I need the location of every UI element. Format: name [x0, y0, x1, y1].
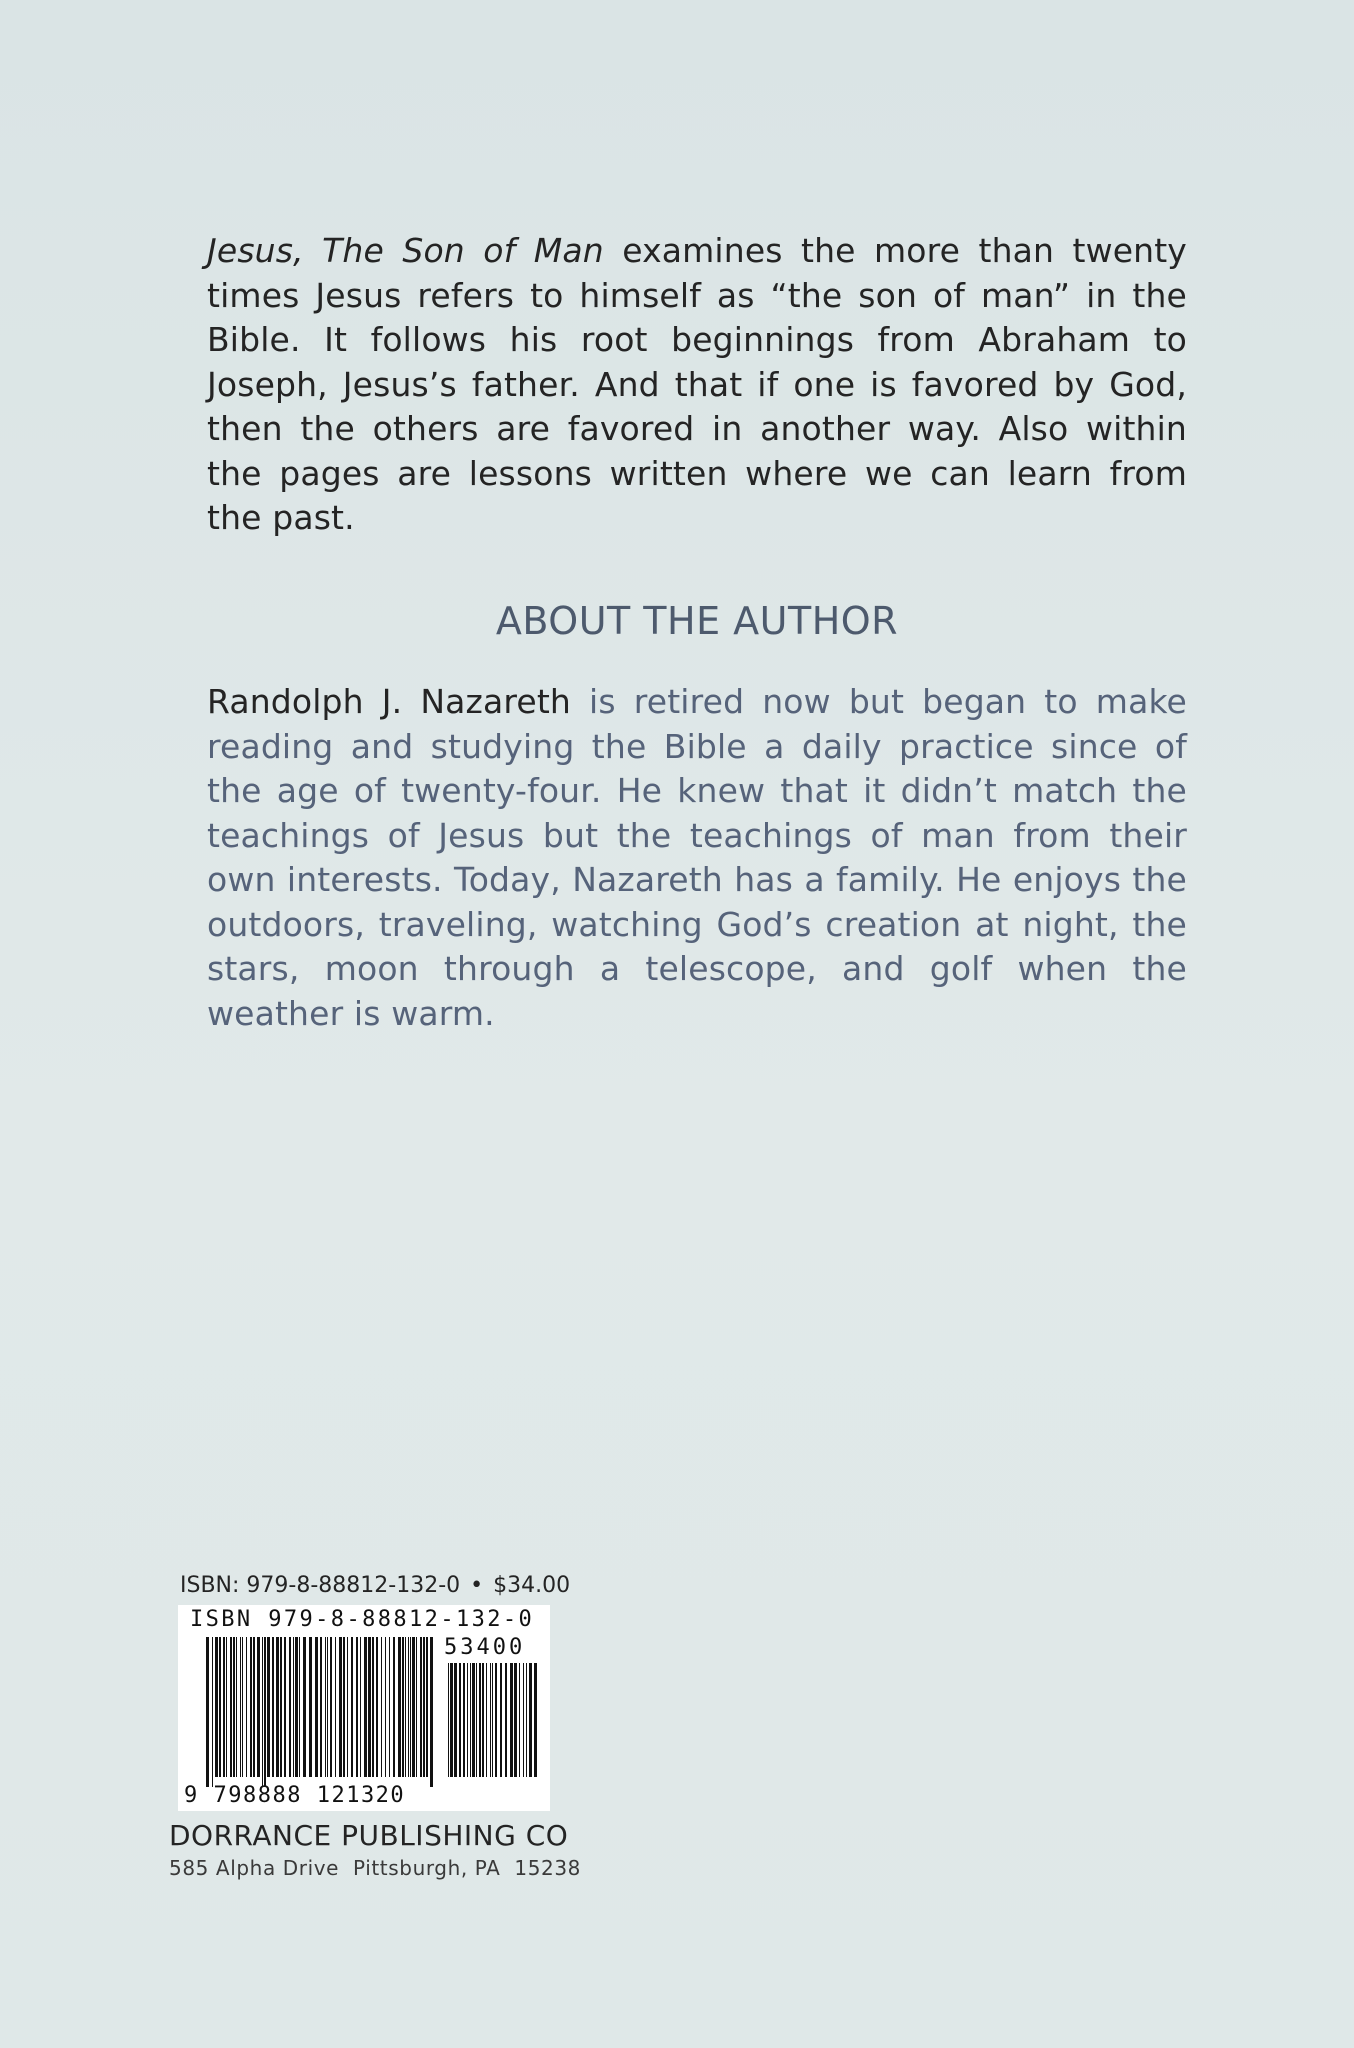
barcode-bar [364, 1637, 367, 1777]
barcode-bar [223, 1637, 225, 1777]
barcode-bar [327, 1637, 328, 1777]
barcode-bar [289, 1637, 291, 1777]
barcode-bar [309, 1637, 312, 1777]
barcode-bar [325, 1637, 326, 1777]
barcode-bar [295, 1637, 298, 1777]
barcode-bar [320, 1637, 322, 1777]
publisher-address: 585 Alpha Drive Pittsburgh, PA 15238 [169, 1856, 581, 1880]
barcode-bar [534, 1663, 537, 1777]
barcode-bar [368, 1637, 371, 1777]
barcode-bar [450, 1663, 453, 1777]
barcode-bar [293, 1637, 294, 1777]
barcode-bar [381, 1637, 382, 1777]
barcode-bar [430, 1637, 433, 1787]
barcode-addon-code: 53400 [444, 1635, 526, 1660]
barcode-bar [510, 1663, 513, 1777]
barcode-bar [257, 1637, 260, 1777]
author-name: Randolph J. Nazareth [207, 682, 571, 721]
barcode-bar [240, 1637, 241, 1777]
barcode-bar [347, 1637, 348, 1777]
barcode-bar [529, 1663, 532, 1777]
barcode-bar [264, 1637, 266, 1787]
author-bio [207, 680, 1187, 1036]
barcode-bar [230, 1637, 232, 1777]
barcode-bar [246, 1637, 247, 1777]
publisher-name: DORRANCE PUBLISHING CO [169, 1819, 569, 1852]
barcode-bar [514, 1663, 517, 1777]
barcode-bar [410, 1637, 411, 1777]
barcode-bar [262, 1637, 263, 1787]
barcode-bar [490, 1663, 491, 1777]
barcode-bar [519, 1663, 520, 1777]
barcode-bar [267, 1637, 270, 1777]
barcode-bar [351, 1637, 353, 1777]
barcode-bar [470, 1663, 471, 1777]
barcode-bar [356, 1637, 358, 1777]
about-the-author-heading: ABOUT THE AUTHOR [495, 599, 899, 643]
barcode [178, 1605, 550, 1811]
price-label: $34.00 [493, 1573, 571, 1598]
barcode-bar [276, 1637, 279, 1777]
barcode-bar [219, 1637, 221, 1777]
barcode-addon-bars [448, 1663, 540, 1787]
barcode-bar [335, 1637, 336, 1777]
barcode-bar [360, 1637, 361, 1777]
barcode-bar [412, 1637, 415, 1777]
separator-dot: • [470, 1573, 484, 1598]
barcode-bar [315, 1637, 318, 1777]
barcode-bar [389, 1637, 390, 1777]
barcode-bar [526, 1663, 527, 1777]
barcode-bar [330, 1637, 332, 1777]
barcode-digits: 9 798888 121320 [184, 1783, 406, 1808]
barcode-bar [284, 1637, 286, 1777]
barcode-bar [242, 1637, 243, 1777]
author-bio-text: is retired now but began to make reading and studying the Bible a daily practice since of the age of twenty-four. He knew that it didn’t match the teachings of Jesus but the teachings of man from their own interests. Today, Nazareth has a family. He enjoys the outdoors, traveling, watching God’s creation at night, the stars, moon through a telescope, and golf when the weather is warm. [207, 682, 1187, 1033]
barcode-bar [393, 1637, 395, 1777]
barcode-bar [467, 1663, 468, 1777]
barcode-bar [226, 1637, 227, 1777]
barcode-bar [408, 1637, 409, 1777]
barcode-bar [472, 1663, 475, 1777]
barcode-bar [233, 1637, 235, 1777]
barcode-bar [253, 1637, 255, 1777]
barcode-bar [405, 1637, 406, 1777]
barcode-bar [376, 1637, 378, 1777]
barcode-bar [426, 1637, 428, 1777]
barcode-bar [500, 1663, 502, 1777]
barcode-bar [215, 1637, 218, 1777]
barcode-main-bars [206, 1637, 436, 1787]
barcode-isbn-text: ISBN 979-8-88812-132-0 [190, 1607, 535, 1632]
barcode-bar [303, 1637, 306, 1777]
barcode-bar [486, 1663, 487, 1777]
isbn-price-line [180, 1571, 570, 1601]
barcode-bar [385, 1637, 386, 1777]
barcode-bar [523, 1663, 524, 1777]
barcode-bar [280, 1637, 282, 1777]
barcode-bar [423, 1637, 425, 1777]
book-title: Jesus, The Son of Man [207, 231, 604, 270]
barcode-bar [454, 1663, 457, 1777]
barcode-bar [236, 1637, 237, 1777]
barcode-bar [495, 1663, 497, 1777]
barcode-bar [479, 1663, 481, 1777]
barcode-bar [339, 1637, 342, 1777]
barcode-bar [448, 1663, 449, 1777]
isbn-label: ISBN: 979-8-88812-132-0 [180, 1573, 461, 1598]
barcode-bar [482, 1663, 484, 1777]
barcode-bar [402, 1637, 404, 1777]
barcode-bar [206, 1637, 209, 1787]
barcode-bar [459, 1663, 461, 1777]
barcode-bar [420, 1637, 422, 1777]
barcode-bar [272, 1637, 274, 1777]
book-description [207, 229, 1187, 541]
barcode-bar [505, 1663, 507, 1777]
barcode-bar [416, 1637, 417, 1777]
barcode-bar [212, 1637, 213, 1787]
barcode-bar [343, 1637, 345, 1777]
barcode-bar [372, 1637, 374, 1777]
barcode-bar [492, 1663, 493, 1777]
book-description-text: examines the more than twenty times Jesus refers to himself as “the son of man” in the Bible. It follows his root beginnings from Abraham to Joseph, Jesus’s father. And that if one is favored by God, then the others are favored in another way. Also within the pages are lessons written where we can learn from the past. [207, 231, 1187, 537]
barcode-bar [463, 1663, 465, 1777]
barcode-bar [398, 1637, 401, 1777]
barcode-bar [299, 1637, 300, 1777]
barcode-bar [476, 1663, 477, 1777]
barcode-bar [250, 1637, 252, 1777]
